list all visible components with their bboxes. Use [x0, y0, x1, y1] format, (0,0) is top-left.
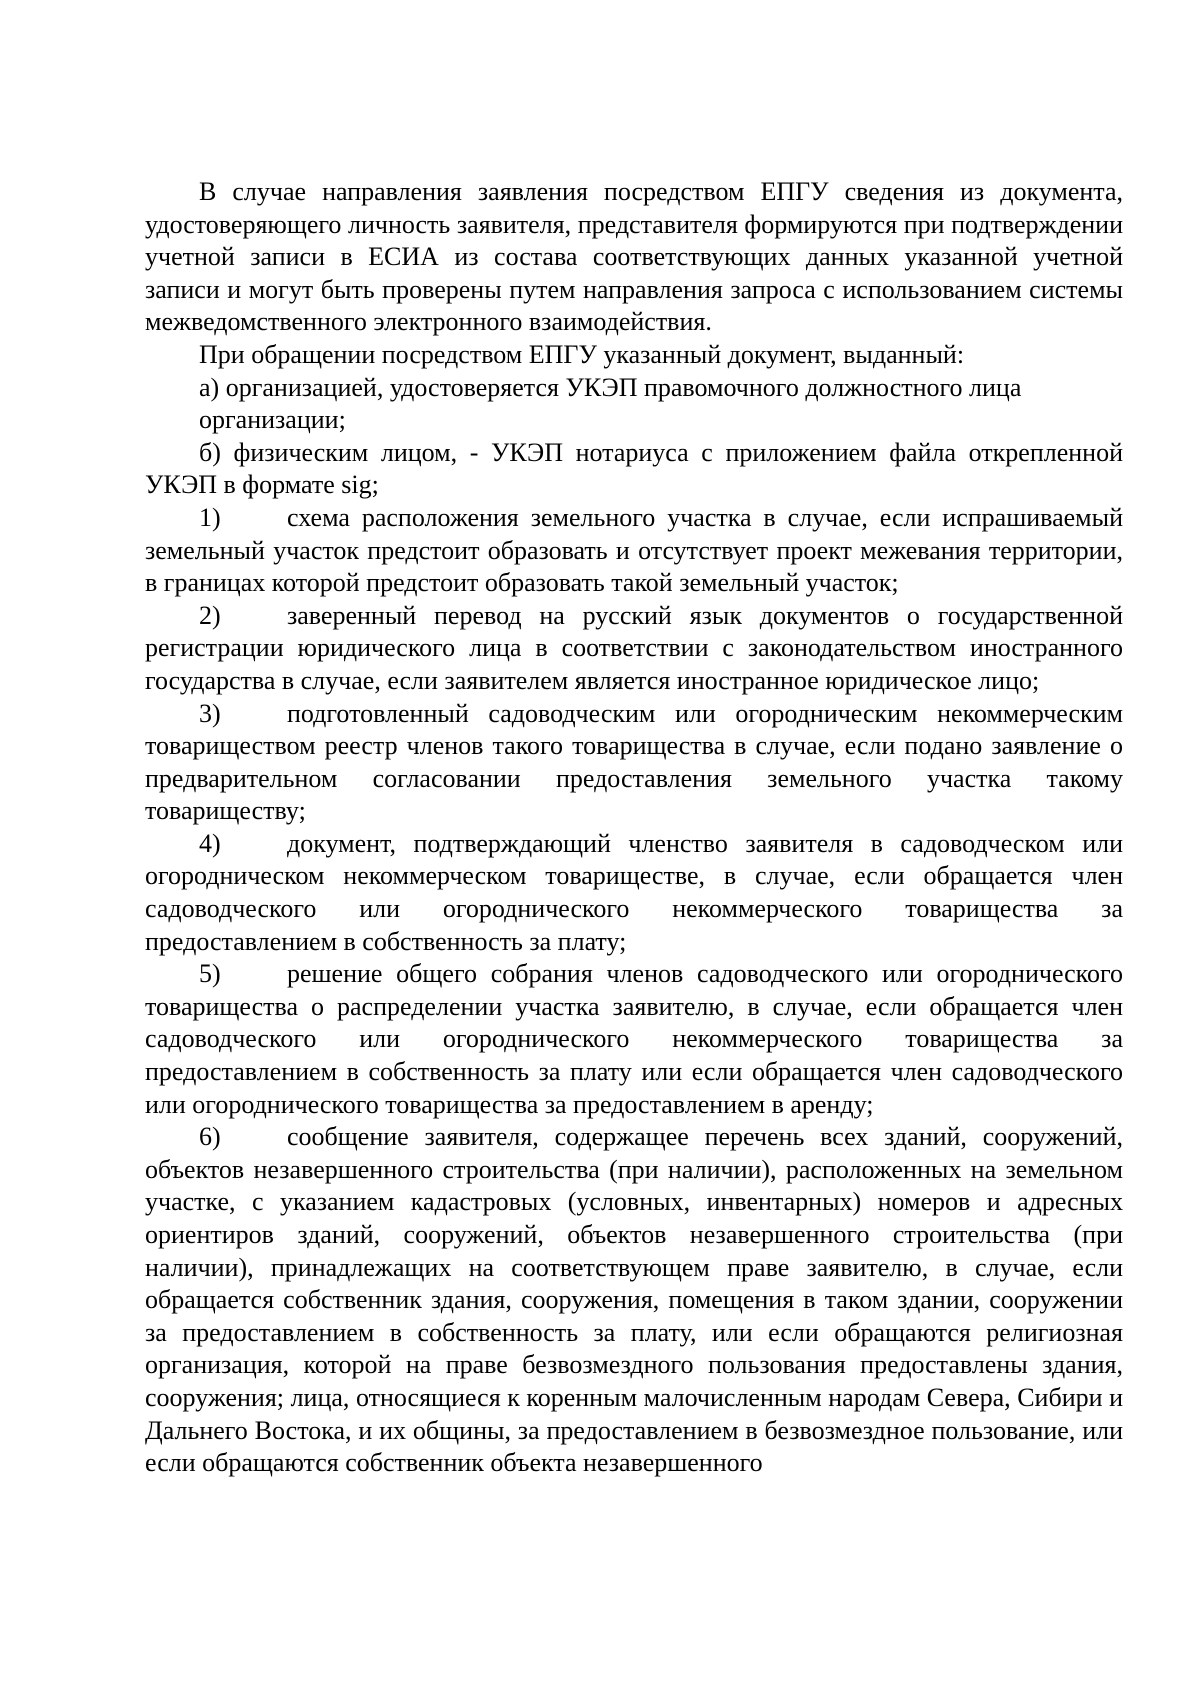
- list-item: [145, 828, 1123, 958]
- paragraph-organization-continuation: организации;: [199, 405, 346, 435]
- list-item: [145, 502, 1123, 600]
- list-item-number: 1): [199, 502, 221, 532]
- list-item: [145, 1121, 1123, 1480]
- list-item: [145, 600, 1123, 698]
- list-item-number: 2): [199, 600, 221, 630]
- list-item-number: 4): [199, 828, 221, 858]
- paragraph-epgu-identity: В случае направления заявления посредством ЕПГУ сведения из документа, удостоверяющего личность заявителя, представителя формируются при подтверждении учетной записи в ЕСИА из состава соответствующих данных указанной учетной записи и могут быть проверены путем направления запроса с использованием системы межведомственного электронного взаимодействия.: [145, 177, 1123, 337]
- list-item-text: заверенный перевод на русский язык документов о государственной регистрации юридического лица в соответствии с законодательством иностранного государства в случае, если заявителем является иностранное юридическое лицо;: [145, 600, 1123, 695]
- list-item-number: 3): [199, 698, 221, 728]
- list-item-text: сообщение заявителя, содержащее перечень всех зданий, сооружений, объектов незавершенного строительства (при наличии), расположенных на земельном участке, с указанием кадастровых (условных, инвентарных) номеров и адресных ориентиров зданий, сооружений, объектов незавершенного строительства (при наличии), принадлежащих на соответствующем праве заявителю, в случае, если обращается собственник здания, сооружения, помещения в таком здании, сооружении за предоставлением в собственность за плату, или если обращаются религиозная организация, которой на праве безвозмездного пользования предоставлены здания, сооружения; лица, относящиеся к коренным малочисленным народам Севера, Сибири и Дальнего Востока, и их общины, за предоставлением в безвозмездное пользование, или если обращаются собственник объекта незавершенного: [145, 1122, 1123, 1478]
- paragraph-individual: б) физическим лицом, - УКЭП нотариуса с приложением файла открепленной УКЭП в формате sig;: [145, 437, 1123, 500]
- list-item: [145, 958, 1123, 1121]
- list-item-text: подготовленный садоводческим или огородническим некоммерческим товариществом реестр членов такого товарищества в случае, если подано заявление о предварительном согласовании предоставления земельного участка такому товариществу;: [145, 698, 1123, 826]
- paragraph-epgu-document: При обращении посредством ЕПГУ указанный документ, выданный:: [199, 339, 965, 369]
- list-item-text: решение общего собрания членов садоводческого или огороднического товарищества о распределении участка заявителю, в случае, если обращается член садоводческого или огороднического некоммерческого товарищества за предоставлением в собственность за плату или если обращается член садоводческого или огороднического товарищества за предоставлением в аренду;: [145, 959, 1123, 1119]
- list-item-number: 6): [199, 1122, 221, 1152]
- list-item: [145, 698, 1123, 828]
- list-item-text: схема расположения земельного участка в случае, если испрашиваемый земельный участок предстоит образовать и отсутствует проект межевания территории, в границах которой предстоит образовать такой земельный участок;: [145, 502, 1123, 598]
- list-item-number: 5): [199, 959, 221, 989]
- paragraph-organization-line: а) организацией, удостоверяется УКЭП правомочного должностного лица: [199, 372, 1022, 402]
- document-page: [145, 176, 1123, 1480]
- list-item-text: документ, подтверждающий членство заявителя в садоводческом или огородническом некоммерческом товариществе, в случае, если обращается член садоводческого или огороднического некоммерческого товарищества за предоставлением в собственность за плату;: [145, 828, 1123, 956]
